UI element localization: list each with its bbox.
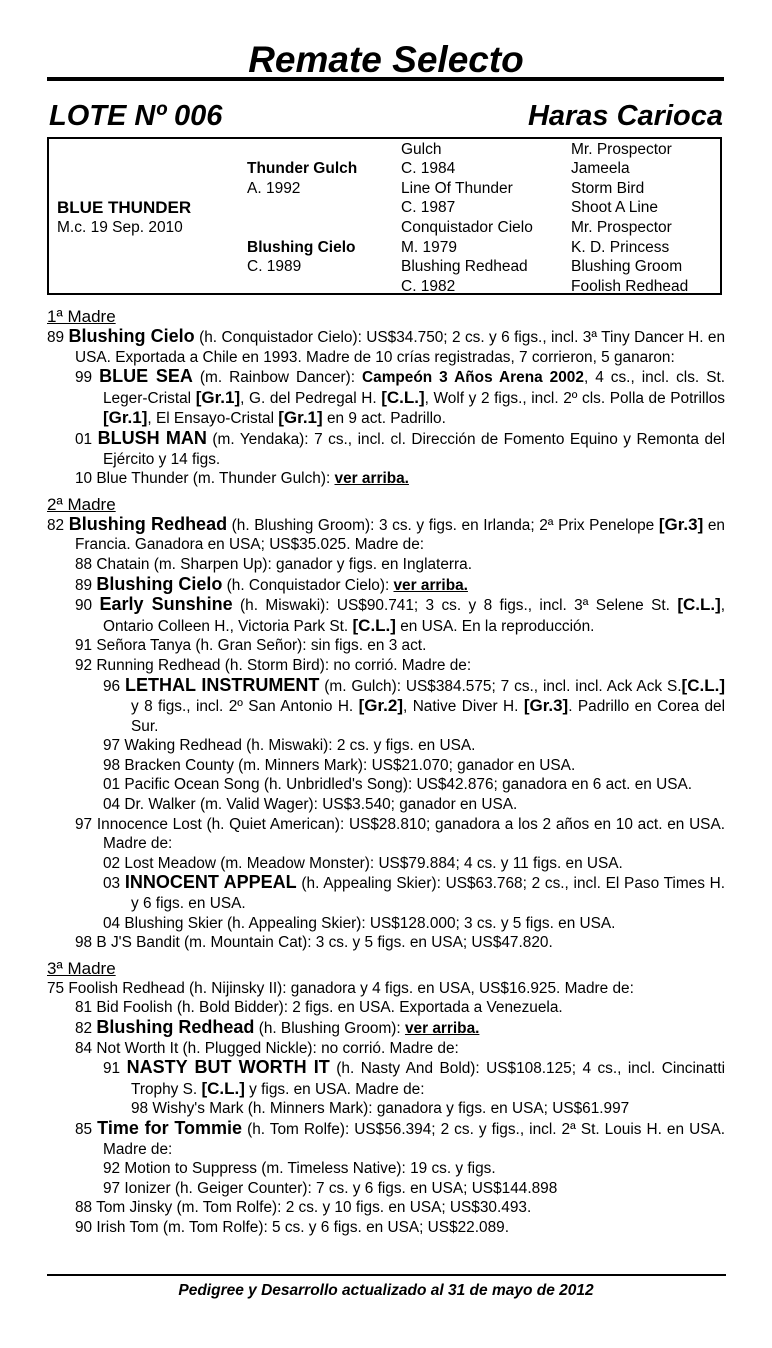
- ggp-name: Jameela: [571, 160, 630, 177]
- see-above-link[interactable]: ver arriba.: [334, 470, 409, 488]
- produce-entry: 82 Blushing Redhead (h. Blushing Groom): 3 cs. y figs. en Irlanda; 2ª Prix Penelope [Gr.3] en Francia. Ganadora en USA; US$35.025. Madre de:: [47, 513, 725, 554]
- pedigree-table: [47, 137, 722, 295]
- produce-entry: 88 Tom Jinsky (m. Tom Rolfe): 2 cs. y 10 figs. en USA; US$30.493.: [75, 1199, 532, 1217]
- produce-entry: 10 Blue Thunder (m. Thunder Gulch): ver arriba.: [75, 470, 409, 488]
- produce-entry: 89 Blushing Cielo (h. Conquistador Cielo): ver arriba.: [75, 573, 468, 594]
- produce-entry: 04 Dr. Walker (m. Valid Wager): US$3.540; ganador en USA.: [103, 796, 518, 814]
- produce-entry: 92 Motion to Suppress (m. Timeless Native): 19 cs. y figs.: [103, 1160, 496, 1178]
- gp-details: C. 1987: [401, 199, 456, 216]
- see-above-link[interactable]: ver arriba.: [404, 1020, 480, 1037]
- horse-name: Blushing Redhead: [96, 1017, 255, 1037]
- dam-name: Blushing Cielo: [247, 239, 356, 256]
- produce-entry: 88 Chatain (m. Sharpen Up): ganador y figs. en Inglaterra.: [75, 555, 472, 573]
- produce-entry: 97 Innocence Lost (h. Quiet American): US$28.810; ganadora a los 2 años en 10 act. en USA. Madre de:: [75, 815, 725, 853]
- horse-name: Blushing Cielo: [96, 573, 223, 594]
- lot-number: LOTE Nº 006: [49, 100, 223, 132]
- horse-name: Blushing Cielo: [68, 326, 195, 346]
- horse-name: BLUSH MAN: [97, 427, 207, 448]
- section-heading-first-dam: 1ª Madre: [47, 307, 116, 326]
- produce-entry: 81 Bid Foolish (h. Bold Bidder): 2 figs. en USA. Exportada a Venezuela.: [75, 999, 563, 1017]
- produce-entry: 97 Waking Redhead (h. Miswaki): 2 cs. y figs. en USA.: [103, 737, 476, 755]
- produce-entry: 02 Lost Meadow (m. Meadow Monster): US$79.884; 4 cs. y 11 figs. en USA.: [103, 854, 623, 872]
- ggp-name: Blushing Groom: [571, 258, 683, 275]
- gp-name: Blushing Redhead: [401, 258, 528, 275]
- produce-entry: 91 NASTY BUT WORTH IT (h. Nasty And Bold): US$108.125; 4 cs., incl. Cincinatti Trophy S. [C.L.] y figs. en USA. Madre de:: [103, 1057, 726, 1098]
- produce-entry: 91 Señora Tanya (h. Gran Señor): sin figs. en 3 act.: [75, 637, 427, 655]
- produce-entry: 92 Running Redhead (h. Storm Bird): no corrió. Madre de:: [75, 656, 472, 674]
- horse-name: BLUE SEA: [99, 366, 193, 387]
- produce-entry: 98 Bracken County (m. Minners Mark): US$21.070; ganador en USA.: [103, 756, 576, 774]
- footer-rule: [47, 1274, 726, 1276]
- produce-entry: 99 BLUE SEA (m. Rainbow Dancer): Campeón 3 Años Arena 2002, 4 cs., incl. cls. St. Leger-Cristal [Gr.1], G. del Pedregal H. [C.L.], Wolf y 2 figs., incl. 2º cls. Polla de Potrillos [Gr.1], El Ensayo-Cristal [Gr.1] en 9 act. Padrillo.: [75, 366, 726, 428]
- gp-details: C. 1984: [401, 160, 456, 177]
- footer-note: Pedigree y Desarrollo actualizado al 31 de mayo de 2012: [178, 1282, 594, 1299]
- horse-name: LETHAL INSTRUMENT: [125, 674, 320, 695]
- horse-name: INNOCENT APPEAL: [124, 872, 297, 893]
- produce-entry: 03 INNOCENT APPEAL (h. Appealing Skier): US$63.768; 2 cs., incl. El Paso Times H. y 6 figs. en USA.: [103, 872, 726, 913]
- gp-name: Gulch: [401, 141, 442, 158]
- produce-entry: 84 Not Worth It (h. Plugged Nickle): no corrió. Madre de:: [75, 1039, 459, 1057]
- section-heading-second-dam: 2ª Madre: [47, 494, 116, 514]
- section-heading-third-dam: 3ª Madre: [47, 958, 116, 978]
- sire-details: A. 1992: [247, 180, 301, 197]
- breeder-name: Haras Carioca: [527, 100, 723, 132]
- produce-entry: 01 BLUSH MAN (m. Yendaka): 7 cs., incl. cl. Dirección de Fomento Equino y Remonta del Ejército y 14 figs.: [75, 427, 726, 468]
- horse-name: Blushing Redhead: [68, 513, 228, 534]
- produce-entry: 85 Time for Tommie (h. Tom Rolfe): US$56.394; 2 cs. y figs., incl. 2ª St. Louis H. en USA. Madre de:: [75, 1117, 726, 1158]
- horse-name: BLUE THUNDER: [57, 198, 192, 217]
- horse-name: Time for Tommie: [97, 1117, 243, 1138]
- sire-name: Thunder Gulch: [247, 160, 358, 177]
- produce-entry: 97 Ionizer (h. Geiger Counter): 7 cs. y 6 figs. en USA; US$144.898: [103, 1179, 558, 1197]
- dam-details: C. 1989: [247, 258, 302, 275]
- gp-details: C. 1982: [401, 278, 456, 295]
- produce-entry: 90 Irish Tom (m. Tom Rolfe): 5 cs. y 6 figs. en USA; US$22.089.: [75, 1218, 509, 1236]
- gp-name: Line Of Thunder: [401, 180, 513, 197]
- horse-name: Early Sunshine: [99, 594, 233, 615]
- see-above-link[interactable]: ver arriba.: [393, 576, 468, 594]
- ggp-name: Foolish Redhead: [571, 278, 689, 295]
- gp-details: M. 1979: [401, 239, 458, 256]
- horse-name: NASTY BUT WORTH IT: [126, 1057, 330, 1078]
- produce-entry: 01 Pacific Ocean Song (h. Unbridled's Song): US$42.876; ganadora en 6 act. en USA.: [103, 776, 693, 794]
- ggp-name: Storm Bird: [571, 180, 645, 197]
- title-rule: [47, 77, 724, 81]
- ggp-name: Mr. Prospector: [571, 141, 672, 158]
- ggp-name: Mr. Prospector: [571, 219, 672, 236]
- horse-details: M.c. 19 Sep. 2010: [57, 219, 183, 236]
- produce-entry: 98 B J'S Bandit (m. Mountain Cat): 3 cs. y 5 figs. en USA; US$47.820.: [75, 934, 553, 952]
- gp-name: Conquistador Cielo: [401, 219, 533, 236]
- produce-entry: 75 Foolish Redhead (h. Nijinsky II): ganadora y 4 figs. en USA, US$16.925. Madre de:: [47, 979, 634, 997]
- produce-entry: 04 Blushing Skier (h. Appealing Skier): US$128.000; 3 cs. y 5 figs. en USA.: [103, 914, 616, 932]
- ggp-name: Shoot A Line: [571, 199, 659, 216]
- produce-entry: 90 Early Sunshine (h. Miswaki): US$90.741; 3 cs. y 8 figs., incl. 3ª Selene St. [C.L.], Ontario Colleen H., Victoria Park St. [C.L.] en USA. En la reproducción.: [75, 594, 726, 635]
- page-title: Remate Selecto: [248, 39, 524, 80]
- produce-entry: 96 LETHAL INSTRUMENT (m. Gulch): US$384.575; 7 cs., incl. incl. Ack Ack S.[C.L.] y 8 figs., incl. 2º San Antonio H. [Gr.2], Native Diver H. [Gr.3]. Padrillo en Corea del Sur.: [103, 674, 725, 735]
- ggp-name: K. D. Princess: [571, 239, 670, 256]
- produce-entry: 98 Wishy's Mark (h. Minners Mark): ganadora y figs. en USA; US$61.997: [131, 1100, 630, 1118]
- dam-line-body: [47, 307, 725, 1238]
- produce-entry: 82 Blushing Redhead (h. Blushing Groom): ver arriba.: [75, 1017, 480, 1037]
- produce-entry: 89 Blushing Cielo (h. Conquistador Cielo): US$34.750; 2 cs. y 6 figs., incl. 3ª Tiny Dancer H. en USA. Exportada a Chile en 1993. Madre de 10 crías registradas, 7 corrieron, 5 ganaron:: [47, 326, 726, 366]
